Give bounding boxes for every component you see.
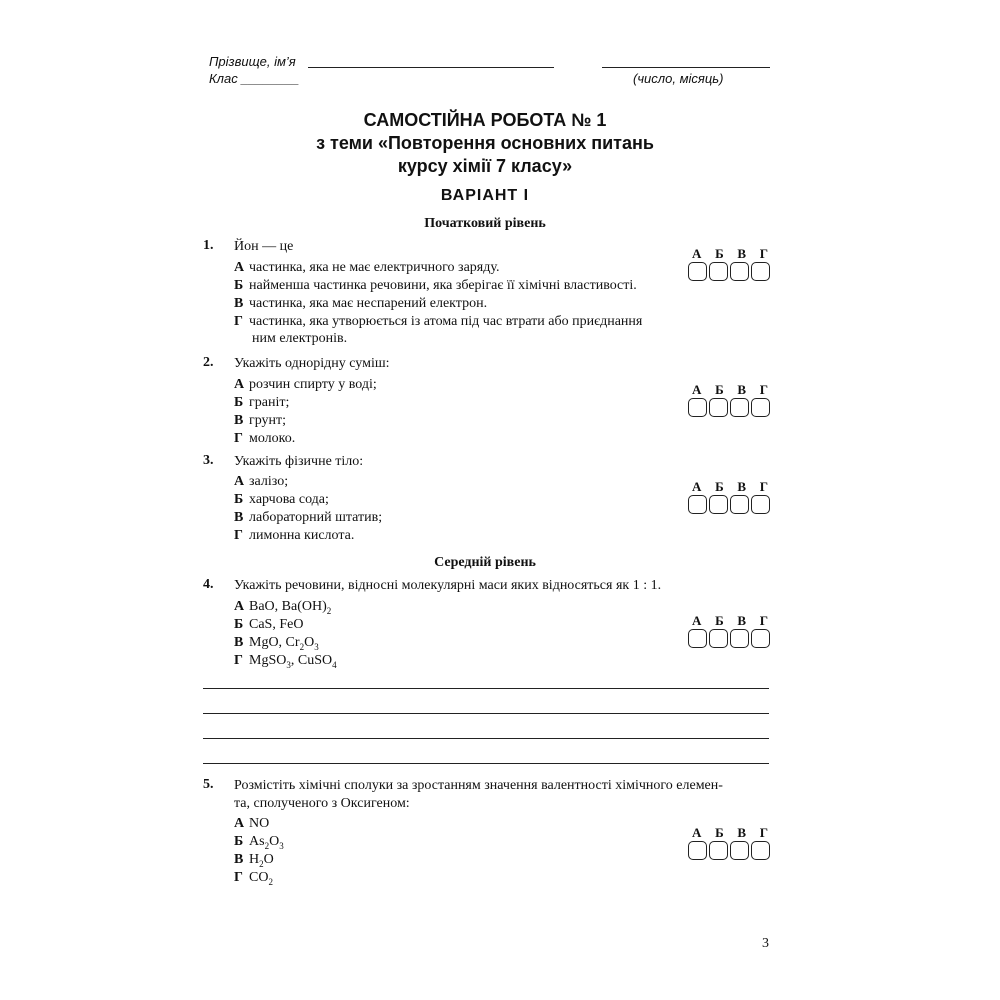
formula-subscript: 2 bbox=[326, 605, 332, 616]
q1-answer-grid bbox=[688, 247, 772, 281]
writing-line[interactable] bbox=[203, 738, 769, 739]
formula-subscript: 2 bbox=[268, 876, 273, 887]
option-letter: А bbox=[234, 377, 245, 392]
option-text: граніт; bbox=[249, 395, 290, 410]
answer-box-a[interactable] bbox=[688, 262, 707, 281]
formula-part: CO bbox=[249, 870, 269, 885]
option-text: лабораторний штатив; bbox=[249, 510, 383, 525]
option-text: харчова сода; bbox=[249, 492, 329, 507]
answer-letter: Б bbox=[715, 246, 724, 261]
title-line-3: курсу хімії 7 класу» bbox=[397, 156, 573, 176]
option-letter: В bbox=[234, 510, 244, 525]
option-letter: Б bbox=[234, 278, 244, 293]
answer-letter: В bbox=[737, 479, 747, 494]
question-2-text: Укажіть однорідну суміш: bbox=[234, 356, 390, 371]
option-letter: Б bbox=[234, 834, 244, 849]
q3-answer-grid bbox=[688, 480, 772, 514]
name-label: Прізвище, ім’я bbox=[209, 54, 296, 69]
question-3-text: Укажіть фізичне тіло: bbox=[234, 454, 364, 469]
option-text: розчин спирту у воді; bbox=[249, 377, 377, 392]
formula-part: BaO, Ba(OH) bbox=[249, 599, 327, 614]
answer-letter: А bbox=[692, 825, 702, 840]
answer-letter: Б bbox=[715, 825, 724, 840]
formula-subscript: 2 bbox=[264, 840, 270, 851]
formula-part: MgSO bbox=[249, 653, 287, 668]
option-text: грунт; bbox=[249, 413, 287, 428]
answer-letter: Г bbox=[759, 246, 768, 261]
option-letter: Г bbox=[234, 528, 243, 543]
formula-part: , CuSO bbox=[290, 653, 333, 668]
option-letter: А bbox=[234, 599, 245, 614]
formula-part: As bbox=[249, 834, 265, 849]
date-field-line[interactable] bbox=[602, 67, 770, 68]
q5-answer-grid bbox=[688, 826, 772, 860]
name-field-line[interactable] bbox=[308, 67, 554, 68]
formula-subscript: 3 bbox=[286, 659, 291, 670]
formula-part: O bbox=[263, 852, 274, 867]
title-line-1: САМОСТІЙНА РОБОТА № 1 bbox=[363, 110, 607, 130]
answer-box-b[interactable] bbox=[709, 841, 728, 860]
q1-option-d bbox=[234, 313, 642, 331]
q1-option-d-continuation: ним електронів. bbox=[252, 331, 348, 346]
page-title bbox=[200, 109, 770, 178]
answer-letter: Г bbox=[759, 825, 768, 840]
answer-letter: Г bbox=[759, 479, 768, 494]
question-5-text-line-2: та, сполученого з Оксигеном: bbox=[234, 796, 410, 811]
option-text: лимонна кислота. bbox=[249, 528, 355, 543]
option-letter: В bbox=[234, 296, 244, 311]
answer-letter: В bbox=[737, 825, 747, 840]
q1-option-c bbox=[234, 295, 487, 313]
question-4-number: 4. bbox=[203, 577, 214, 592]
option-letter: Г bbox=[234, 870, 243, 885]
writing-line[interactable] bbox=[203, 688, 769, 689]
formula-part: H bbox=[249, 852, 260, 867]
formula-subscript: 4 bbox=[332, 659, 337, 670]
option-text: найменша частинка речовини, яка зберігає її хімічні властивості. bbox=[249, 278, 637, 293]
option-letter: А bbox=[234, 474, 245, 489]
formula-part: MgO, Cr bbox=[249, 635, 300, 650]
answer-box-d[interactable] bbox=[751, 262, 770, 281]
q1-option-b bbox=[234, 277, 637, 295]
q2-option-a bbox=[234, 376, 377, 394]
question-4-text: Укажіть речовини, відносні молекулярні маси яких відносяться як 1 : 1. bbox=[234, 578, 662, 593]
answer-box-c[interactable] bbox=[730, 841, 749, 860]
answer-box-d[interactable] bbox=[751, 841, 770, 860]
answer-box-a[interactable] bbox=[688, 629, 707, 648]
answer-letter: Г bbox=[759, 613, 768, 628]
answer-letter: В bbox=[737, 246, 747, 261]
option-letter: А bbox=[234, 260, 245, 275]
q4-option-d bbox=[234, 652, 337, 674]
class-label-text: Клас bbox=[209, 71, 238, 86]
q3-option-a bbox=[234, 473, 288, 491]
option-letter: В bbox=[234, 413, 244, 428]
answer-letter: Б bbox=[715, 382, 724, 397]
option-letter: Г bbox=[234, 653, 243, 668]
option-letter: Б bbox=[234, 492, 244, 507]
formula-part: CaS, FeO bbox=[249, 617, 304, 632]
q2-answer-grid bbox=[688, 383, 772, 417]
answer-box-b[interactable] bbox=[709, 398, 728, 417]
formula-part: NO bbox=[249, 816, 270, 831]
answer-letter: В bbox=[737, 382, 747, 397]
answer-box-d[interactable] bbox=[751, 629, 770, 648]
q4-option-b bbox=[234, 616, 303, 634]
q2-option-b bbox=[234, 394, 289, 412]
answer-box-d[interactable] bbox=[751, 398, 770, 417]
option-text: залізо; bbox=[249, 474, 289, 489]
option-text: частинка, яка утворюється із атома під час втрати або приєднання bbox=[249, 314, 643, 329]
q2-option-d bbox=[234, 430, 295, 448]
option-letter: Б bbox=[234, 395, 244, 410]
formula-part: O bbox=[304, 635, 315, 650]
option-letter: Г bbox=[234, 431, 243, 446]
answer-box-c[interactable] bbox=[730, 398, 749, 417]
class-field-blank[interactable]: ________ bbox=[241, 71, 300, 86]
formula-subscript: 3 bbox=[279, 840, 284, 851]
answer-box-a[interactable] bbox=[688, 398, 707, 417]
answer-letter: Г bbox=[759, 382, 768, 397]
question-1-number: 1. bbox=[203, 238, 214, 253]
question-2-number: 2. bbox=[203, 355, 214, 370]
answer-letter: А bbox=[692, 382, 702, 397]
option-letter: В bbox=[234, 852, 244, 867]
level-heading-initial: Початковий рівень bbox=[424, 216, 546, 231]
option-letter: А bbox=[234, 816, 245, 831]
writing-line[interactable] bbox=[203, 763, 769, 764]
answer-letter: В bbox=[737, 613, 747, 628]
answer-box-b[interactable] bbox=[709, 262, 728, 281]
question-1-text: Йон — це bbox=[234, 239, 294, 254]
q2-option-c bbox=[234, 412, 286, 430]
q1-option-a bbox=[234, 259, 499, 277]
option-letter: В bbox=[234, 635, 244, 650]
q3-option-b bbox=[234, 491, 329, 509]
answer-letter: А bbox=[692, 479, 702, 494]
answer-box-d[interactable] bbox=[751, 495, 770, 514]
q3-option-c bbox=[234, 509, 382, 527]
answer-box-c[interactable] bbox=[730, 495, 749, 514]
q3-option-d bbox=[234, 527, 354, 545]
question-5-number: 5. bbox=[203, 777, 214, 792]
formula-subscript: 2 bbox=[299, 641, 305, 652]
answer-box-b[interactable] bbox=[709, 629, 728, 648]
formula-subscript: 2 bbox=[259, 858, 264, 869]
formula-subscript: 3 bbox=[314, 641, 319, 652]
question-3-number: 3. bbox=[203, 453, 214, 468]
answer-box-c[interactable] bbox=[730, 262, 749, 281]
variant-heading: ВАРІАНТ І bbox=[440, 187, 530, 204]
option-letter: Б bbox=[234, 617, 244, 632]
q4-answer-grid bbox=[688, 614, 772, 648]
option-text: частинка, яка має неспарений електрон. bbox=[249, 296, 488, 311]
answer-letter: А bbox=[692, 246, 702, 261]
option-text: молоко. bbox=[249, 431, 296, 446]
class-label bbox=[209, 71, 299, 86]
title-line-2: з теми «Повторення основних питань bbox=[316, 133, 654, 153]
page-number: 3 bbox=[762, 936, 769, 951]
answer-letter: Б bbox=[715, 613, 724, 628]
answer-box-b[interactable] bbox=[709, 495, 728, 514]
level-heading-middle: Середній рівень bbox=[434, 555, 536, 570]
option-text: частинка, яка не має електричного заряду. bbox=[249, 260, 500, 275]
date-label: (число, місяць) bbox=[633, 71, 724, 86]
answer-box-a[interactable] bbox=[688, 841, 707, 860]
answer-box-a[interactable] bbox=[688, 495, 707, 514]
answer-letter: А bbox=[692, 613, 702, 628]
q5-option-a bbox=[234, 815, 269, 833]
q5-option-d bbox=[234, 869, 273, 891]
answer-box-c[interactable] bbox=[730, 629, 749, 648]
option-letter: Г bbox=[234, 314, 243, 329]
answer-letter: Б bbox=[715, 479, 724, 494]
formula-part: O bbox=[269, 834, 280, 849]
writing-line[interactable] bbox=[203, 713, 769, 714]
question-5-text-line-1: Розмістіть хімічні сполуки за зростанням значення валентності хімічного елемен- bbox=[234, 778, 723, 793]
